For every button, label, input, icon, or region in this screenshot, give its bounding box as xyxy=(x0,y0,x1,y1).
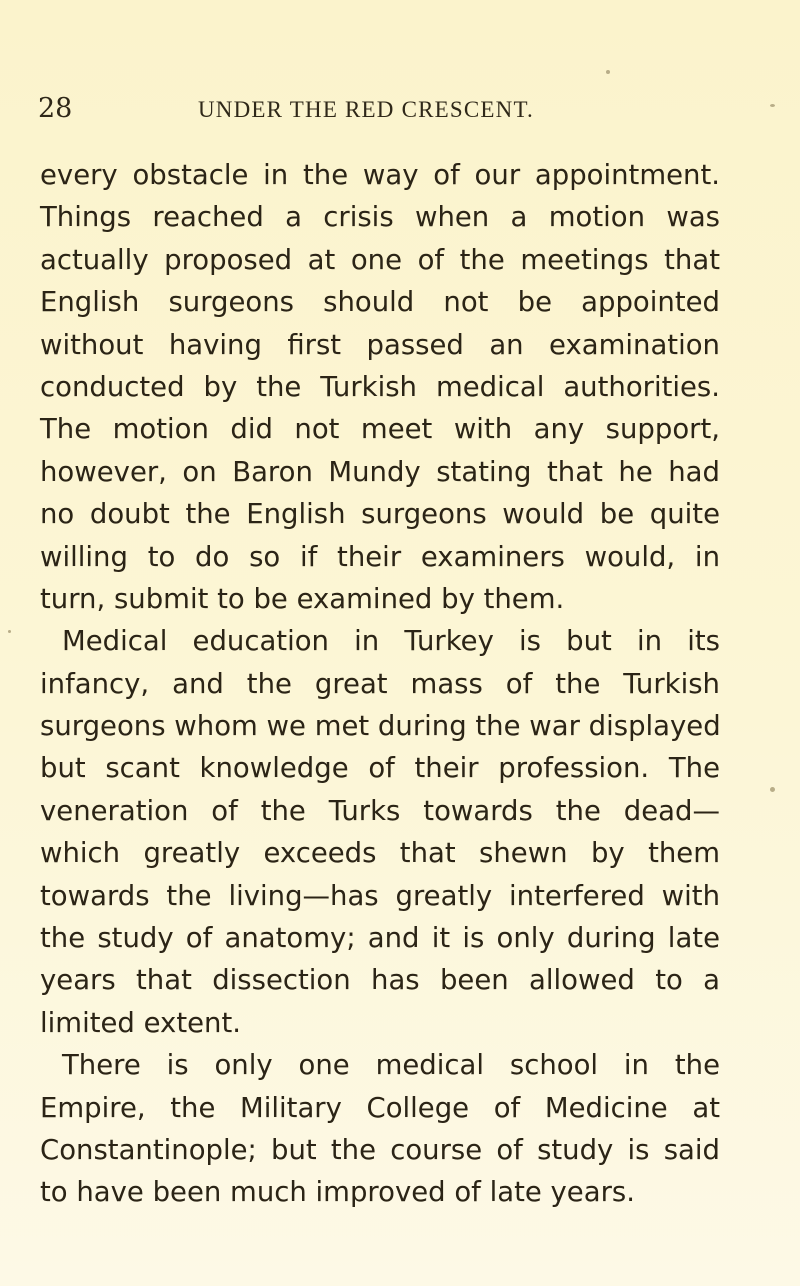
text-line: without having first passed an examination xyxy=(40,328,720,361)
paragraph-start-line: Medical education in Turkey is but in its xyxy=(62,625,720,658)
paragraph-end-line: turn, submit to be examined by them. xyxy=(40,582,565,615)
text-line: English surgeons should not be appointed xyxy=(40,286,720,319)
text-line: actually proposed at one of the meetings that xyxy=(40,243,720,276)
text-line: no doubt the English surgeons would be quite xyxy=(40,498,720,531)
text-line: however, on Baron Mundy stating that he had xyxy=(40,455,720,488)
text-line: towards the living—has greatly interfered with xyxy=(40,879,720,912)
text-line: veneration of the Turks towards the dead— xyxy=(40,794,720,827)
paper-speck xyxy=(8,630,11,633)
text-line: willing to do so if their examiners would, in xyxy=(40,540,720,573)
text-line: infancy, and the great mass of the Turkish xyxy=(40,667,720,700)
text-line: Constantinople; but the course of study is said xyxy=(40,1133,720,1166)
text-line: Things reached a crisis when a motion was xyxy=(40,201,720,234)
page-number: 28 xyxy=(38,93,73,124)
paper-speck xyxy=(606,70,610,74)
paper-speck xyxy=(770,787,775,792)
text-line: years that dissection has been allowed to a xyxy=(40,964,720,997)
paper-speck xyxy=(770,104,775,107)
paragraph-end-line: to have been much improved of late years. xyxy=(40,1176,635,1209)
text-line: Empire, the Military College of Medicine at xyxy=(40,1091,720,1124)
running-head xyxy=(38,93,758,133)
paragraph-end-line: limited extent. xyxy=(40,1006,241,1039)
text-line: every obstacle in the way of our appointment. xyxy=(40,159,720,191)
text-line: which greatly exceeds that shewn by them xyxy=(40,837,720,870)
body-text xyxy=(40,154,720,1214)
text-line: surgeons whom we met during the war displayed xyxy=(40,710,721,743)
text-line: the study of anatomy; and it is only during late xyxy=(40,922,720,955)
text-line: conducted by the Turkish medical authorities. xyxy=(40,370,720,403)
paragraph-start-line: There is only one medical school in the xyxy=(62,1049,720,1082)
text-line: but scant knowledge of their profession. The xyxy=(40,752,720,785)
running-title: UNDER THE RED CRESCENT. xyxy=(198,97,534,122)
text-line: The motion did not meet with any support, xyxy=(40,413,720,446)
